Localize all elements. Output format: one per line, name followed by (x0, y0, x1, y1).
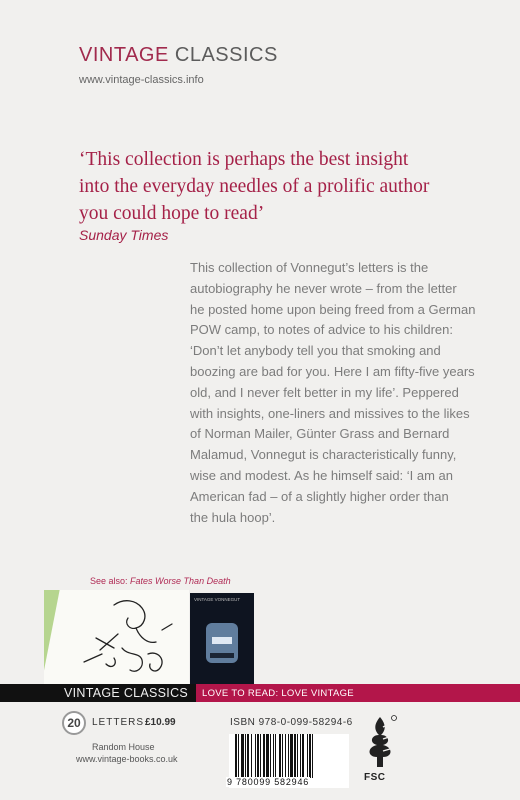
blurb-line: with insights, one-liners and missives to the likes (190, 405, 470, 421)
brand-classics: CLASSICS (174, 44, 278, 66)
band-tagline: LOVE TO READ: LOVE VINTAGE (202, 688, 354, 699)
skull-graphic-icon (190, 593, 254, 685)
age-badge: 20 (62, 711, 86, 735)
see-also (90, 576, 231, 586)
publisher-logo (79, 44, 278, 67)
blurb-line: ‘Don’t let anybody tell you that smoking and (190, 343, 441, 359)
related-book-cover-dark[interactable] (190, 593, 254, 685)
doodle-sketch-icon (44, 590, 189, 685)
blurb-line: of Norman Mailer, Günter Grass and Bernard (190, 426, 450, 442)
category-label: LETTERS (92, 717, 145, 728)
blurb-line: Malamud, Vonnegut is characteristically funny, (190, 447, 457, 463)
related-book-cover-sketch[interactable] (44, 590, 189, 685)
price: £10.99 (145, 717, 176, 728)
quote-source: Sunday Times (79, 227, 169, 243)
blurb-line: wise and modest. As he himself said: ‘I am an (190, 467, 454, 483)
blurb-line: This collection of Vonnegut’s letters is the (190, 260, 429, 275)
see-also-title[interactable]: Fates Worse Than Death (130, 576, 231, 586)
publisher-website[interactable]: www.vintage-books.co.uk (76, 754, 178, 764)
see-also-prefix: See also: (90, 576, 128, 586)
band-label: VINTAGE CLASSICS (64, 686, 189, 700)
blurb-line: boozing are bad for you. Here I am fifty-five years (190, 363, 475, 379)
publisher-name: Random House (92, 742, 155, 752)
review-quote: ‘This collection is perhaps the best insight into the everyday needles of a prolific author you could hope to read’ (79, 149, 430, 224)
blurb-line: American fad – of a slightly higher order than (190, 488, 449, 504)
blurb-line: old, and I never felt better in my life’. Peppered (190, 384, 459, 400)
blurb-line: POW camp, to notes of advice to his children: (190, 322, 454, 338)
barcode-digits: 9 780099 582946 (227, 777, 310, 787)
blurb-line: autobiography he never wrote – from the letter (190, 280, 457, 296)
blurb-line: the hula hoop’. (190, 509, 276, 525)
fsc-tree-logo-icon (363, 713, 397, 773)
book-blurb (190, 258, 490, 528)
thumb-label: VINTAGE VONNEGUT (194, 597, 241, 602)
brand-vintage: VINTAGE (79, 44, 169, 66)
blurb-line: he posted home upon being freed from a German (190, 301, 476, 317)
barcode-icon (229, 734, 349, 778)
brand-website[interactable]: www.vintage-classics.info (79, 74, 204, 86)
fsc-label: FSC (364, 772, 386, 783)
isbn-label: ISBN 978-0-099-58294-6 (230, 717, 353, 728)
